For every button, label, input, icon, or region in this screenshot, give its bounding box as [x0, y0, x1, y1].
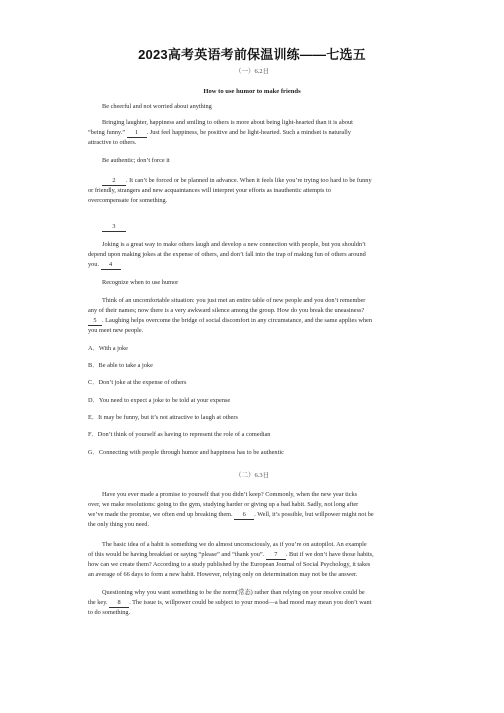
- blank-3: 3: [102, 223, 126, 232]
- paragraph-line: any of their names; now there is a very awkward silence among the group. How do you break the uneasiness?: [88, 307, 365, 314]
- subheading-cheerful: Be cheerful and not worried about anything: [102, 103, 212, 110]
- paragraph-text: of this would be having breakfast or saying “please” and “thank you”.: [88, 551, 265, 558]
- paragraph-line: you meet new people.: [88, 327, 144, 334]
- paragraph-line: Think of an uncomfortable situation: you just met an entire table of new people and you don’t remember: [102, 297, 366, 304]
- passage-title: How to use humor to make friends: [203, 88, 301, 95]
- paragraph-line: overcompensate for something.: [88, 197, 168, 204]
- paragraph-line: depend upon making jokes at the expense of others, and don’t fall into the trap of making fun of others around: [88, 251, 366, 258]
- paragraph-line: [88, 316, 428, 326]
- option-e: E．It may be funny, but it’s not attractive to laugh at others: [88, 414, 238, 421]
- paragraph-text: . Well, it’s possible, but willpower might not be: [254, 511, 374, 518]
- option-g: G．Connecting with people through humor and happiness has to be authentic: [88, 449, 284, 456]
- blank-8: 8: [109, 599, 129, 608]
- blank-2: 2: [102, 177, 126, 186]
- paragraph-line: an average of 66 days to form a new habit. However, relying only on determination may not be the answer.: [88, 571, 358, 578]
- option-d: D．You need to expect a joke to be told at your expense: [88, 397, 231, 404]
- paragraph-text: . But if we don’t have those habits,: [285, 551, 374, 558]
- blank-1: 1: [127, 129, 147, 138]
- option-b: B．Be able to take a joke: [88, 362, 153, 369]
- paragraph-text: . The issue is, willpower could be subject to your mood—a bad mood may mean you don’t want: [129, 599, 372, 606]
- paragraph-text: “being funny.”: [88, 129, 126, 136]
- blank-5: 5: [88, 317, 102, 326]
- section-date-1: （一）6.2日: [234, 68, 270, 75]
- blank-6: 6: [234, 511, 254, 520]
- paragraph-text: you.: [88, 261, 100, 268]
- blank-4: 4: [101, 261, 121, 270]
- paragraph-line: [88, 598, 428, 608]
- section-date-2: （二）6.3日: [234, 472, 270, 479]
- blank-7: 7: [266, 551, 286, 560]
- paragraph-line: to do something.: [88, 609, 131, 616]
- paragraph-line: [88, 260, 428, 270]
- subheading-authentic: Be authentic; don’t force it: [102, 157, 170, 164]
- page-title: 2023高考英语考前保温训练——七选五: [138, 47, 366, 62]
- paragraph-text: . Laughing helps overcome the bridge of social discomfort in any circumstance, and the same applies when: [102, 317, 372, 324]
- paragraph-line: how can we create them? According to a study published by the European Journal of Social Psychology, it takes: [88, 561, 371, 568]
- paragraph-text: the key.: [88, 599, 108, 606]
- paragraph-text: we’ve made the promise, we often end up breaking them.: [88, 511, 233, 518]
- paragraph-line: over, we make resolutions: going to the gym, studying harder or giving up a bad habit. Sadly, not long after: [88, 501, 359, 508]
- paragraph-text: . Just feel happiness, be positive and be light-hearted. Such a mindset is naturally: [146, 129, 351, 136]
- paragraph-line: [88, 128, 428, 138]
- paragraph-line: [88, 222, 442, 232]
- paragraph-line: [88, 176, 442, 186]
- paragraph-line: The basic idea of a habit is something we do almost unconsciously, as if you’re on autopilot. An example: [102, 541, 367, 548]
- subheading-recognize: Recognize when to use humor: [102, 279, 179, 286]
- paragraph-line: Joking is a great way to make others laugh and develop a new connection with people, but you shouldn’t: [102, 241, 366, 248]
- paragraph-line: or friendly, strangers and new acquaintances will interpret your efforts as inauthentic attempts to: [88, 187, 331, 194]
- paragraph-text: . It can’t be forced or be planned in advance. When it feels like you’re trying too hard to be funny: [126, 177, 372, 184]
- paragraph-line: the only thing you need.: [88, 521, 150, 528]
- paragraph-line: Bringing laughter, happiness and smiling to others is more about being light-hearted than it is about: [102, 119, 353, 126]
- paragraph-line: Have you ever made a promise to yourself that you didn’t keep? Commonly, when the new year ticks: [102, 491, 358, 498]
- option-a: A．With a joke: [88, 345, 128, 352]
- paragraph-line: Questioning why you want something to be the norm(常态) rather than relying on your resolve could be: [102, 589, 365, 596]
- option-f: F．Don’t think of yourself as having to represent the role of a comedian: [88, 431, 271, 438]
- paragraph-line: attractive to others.: [88, 139, 137, 146]
- paragraph-line: [88, 510, 428, 520]
- paragraph-line: [88, 550, 428, 560]
- option-c: C．Don’t joke at the expense of others: [88, 379, 187, 386]
